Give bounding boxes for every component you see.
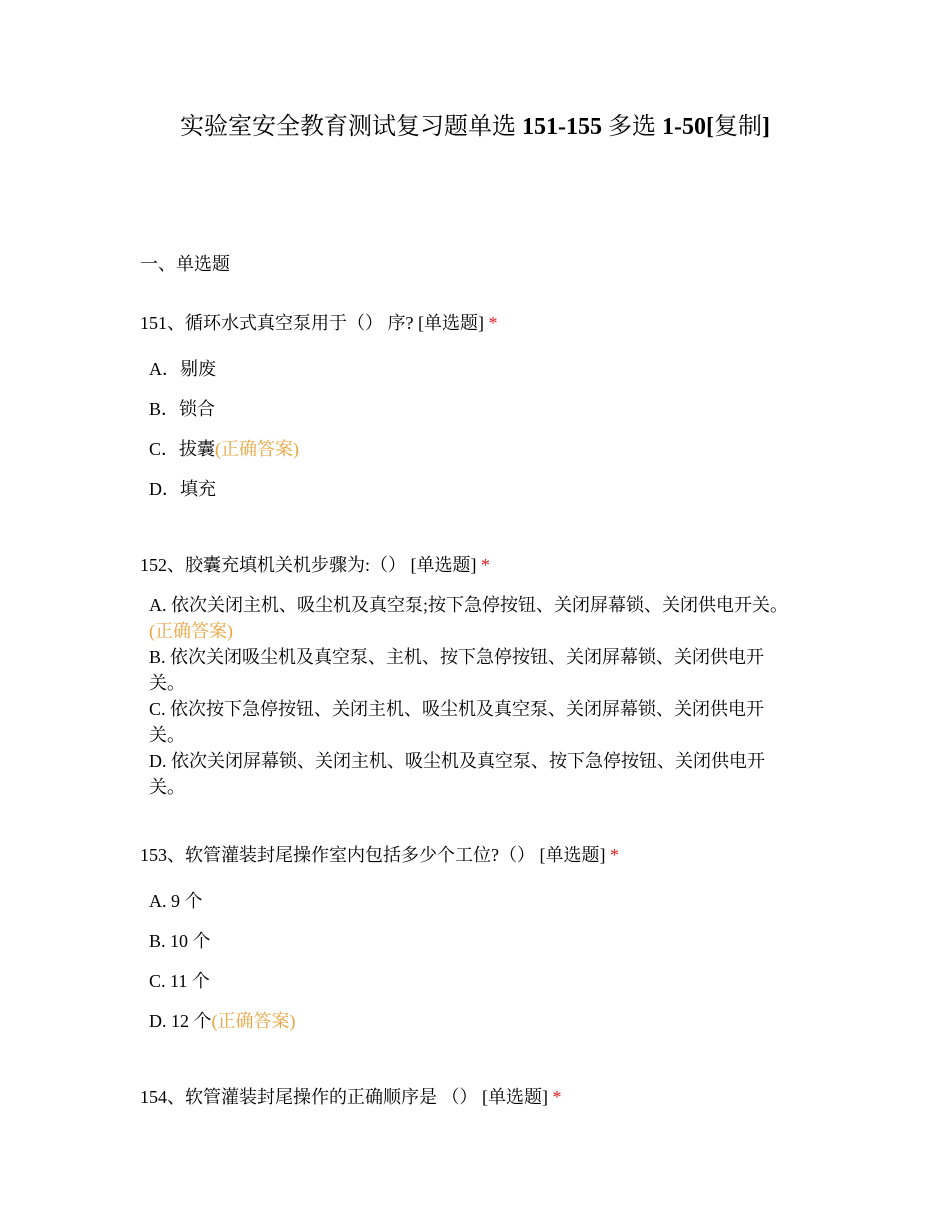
- option-text: C. 依次按下急停按钮、关闭主机、吸尘机及真空泵、关闭屏幕锁、关闭供电开关。: [149, 699, 765, 745]
- option-151-c: [149, 437, 299, 461]
- question-text: 154、软管灌装封尾操作的正确顺序是 （） [单选题]: [140, 1087, 548, 1107]
- option-text: A．剔废: [149, 359, 216, 379]
- option-153-c: [149, 969, 210, 993]
- section-heading: 一、单选题: [140, 254, 230, 274]
- question-152: [140, 553, 490, 577]
- document-title: [0, 111, 950, 143]
- title-range-single: 151-155: [522, 114, 602, 140]
- option-153-d: [149, 1009, 296, 1033]
- option-152-c: [149, 696, 794, 748]
- required-mark: *: [552, 1087, 562, 1107]
- question-153: [140, 843, 619, 867]
- title-copy-label: 复制: [713, 114, 762, 140]
- option-text: D. 12 个: [149, 1011, 212, 1031]
- title-text-1: 实验室安全教育测试复习题单选: [180, 114, 522, 140]
- correct-answer-label: (正确答案): [149, 621, 233, 641]
- question-text: 152、胶囊充填机关机步骤为:（） [单选题]: [140, 555, 477, 575]
- required-mark: *: [609, 845, 619, 865]
- option-151-a: [149, 357, 216, 381]
- question-151: [140, 311, 497, 335]
- option-text: D．填充: [149, 479, 216, 499]
- option-text: B. 10 个: [149, 931, 211, 951]
- option-text: B. 依次关闭吸尘机及真空泵、主机、按下急停按钮、关闭屏幕锁、关闭供电开关。: [149, 647, 765, 693]
- question-text: 151、循环水式真空泵用于（） 序? [单选题]: [140, 313, 484, 333]
- required-mark: *: [488, 313, 498, 333]
- option-151-d: [149, 477, 216, 501]
- required-mark: *: [481, 555, 490, 575]
- option-152-b: [149, 644, 794, 696]
- option-152-a: [149, 592, 794, 644]
- question-text: 153、软管灌装封尾操作室内包括多少个工位?（） [单选题]: [140, 845, 606, 865]
- correct-answer-label: (正确答案): [211, 1011, 296, 1031]
- title-text-2: 多选: [602, 114, 662, 140]
- option-text: C. 11 个: [149, 971, 210, 991]
- correct-answer-label: (正确答案): [215, 439, 300, 459]
- option-text: A. 依次关闭主机、吸尘机及真空泵;按下急停按钮、关闭屏幕锁、关闭供电开关。: [149, 595, 788, 615]
- option-151-b: [149, 397, 215, 421]
- title-range-multi: 1-50[: [662, 114, 714, 140]
- option-152-d: [149, 748, 794, 800]
- option-153-b: [149, 929, 211, 953]
- option-text: D. 依次关闭屏幕锁、关闭主机、吸尘机及真空泵、按下急停按钮、关闭供电开关。: [149, 751, 765, 797]
- title-close-bracket: ]: [761, 114, 770, 140]
- option-text: A. 9 个: [149, 891, 203, 911]
- option-153-a: [149, 889, 203, 913]
- option-text: C．拔囊: [149, 439, 216, 459]
- question-154: [140, 1085, 562, 1109]
- option-text: B．锁合: [149, 399, 216, 419]
